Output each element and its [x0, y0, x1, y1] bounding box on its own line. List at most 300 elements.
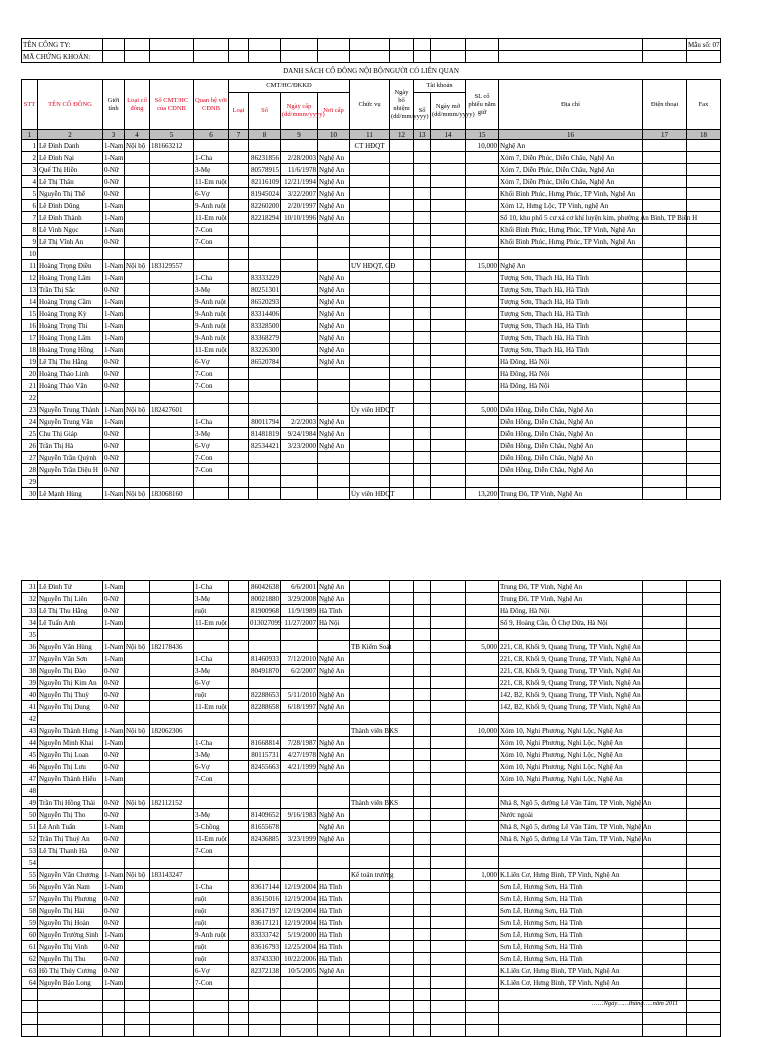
table-cell: 0-Nữ: [103, 953, 125, 965]
table-cell: [150, 332, 194, 344]
table-cell: 36: [22, 641, 38, 653]
table-cell: [431, 176, 466, 188]
table-cell: [281, 476, 318, 488]
table-cell: 32: [22, 593, 38, 605]
table-cell: Nước ngoài: [499, 809, 643, 821]
table-cell: Nguyễn Thị Thu: [38, 953, 103, 965]
table-cell: [390, 188, 414, 200]
table-cell: 1-Nam: [104, 417, 124, 426]
table-cell: 10: [22, 248, 38, 260]
table-cell: [150, 953, 194, 965]
table-cell: Nghệ An: [318, 761, 350, 773]
col-shares: SL cổ phiếu năm giữ: [466, 80, 499, 130]
table-cell: [249, 248, 281, 260]
table-cell: 29: [22, 476, 38, 488]
table-cell: [318, 797, 350, 809]
table-cell: [390, 296, 414, 308]
table-cell: [125, 344, 150, 356]
table-cell: 23: [22, 404, 38, 416]
table-cell: 7-Con: [194, 845, 229, 857]
table-cell: [390, 893, 414, 905]
table-cell: [431, 260, 466, 272]
table-cell: 0-Nữ: [103, 665, 125, 677]
table-cell: [150, 320, 194, 332]
table-row: [22, 869, 721, 881]
table-cell: 48: [22, 785, 38, 797]
table-cell: [249, 797, 281, 809]
table-cell: [38, 857, 103, 869]
table-cell: [229, 308, 249, 320]
table-cell: [318, 488, 350, 500]
table-cell: 33: [22, 605, 38, 617]
table-cell: 9: [22, 236, 38, 248]
table-cell: [150, 893, 194, 905]
table-cell: [125, 248, 150, 260]
table-cell: 1-Cha: [194, 881, 229, 893]
table-cell: Sơn Lễ, Hương Sơn, Hà Tĩnh: [499, 953, 643, 965]
table-cell: [150, 749, 194, 761]
table-cell: [643, 713, 687, 725]
table-cell: [414, 224, 431, 236]
table-cell: [318, 224, 350, 236]
col-relation: Quan hệ với CĐNB: [194, 80, 229, 130]
table-cell: [150, 653, 194, 665]
table-cell: 11-Em ruột: [195, 834, 227, 843]
table-cell: [150, 821, 194, 833]
table-cell: 0-Nữ: [103, 701, 125, 713]
table-cell: [281, 320, 318, 332]
table-cell: Nguyễn Văn Hùng: [38, 641, 103, 653]
table-cell: [414, 416, 431, 428]
table-cell: [125, 452, 150, 464]
table-cell: [103, 713, 125, 725]
table-cell: [414, 797, 431, 809]
table-cell: Xóm 7, Diễn Phúc, Diễn Châu, Nghệ An: [499, 152, 643, 164]
table-cell: Nghệ An: [318, 665, 350, 677]
table-cell: [466, 653, 499, 665]
table-cell: [643, 929, 687, 941]
table-cell: 12/19/2004: [281, 905, 318, 917]
table-cell: [466, 749, 499, 761]
table-cell: 0-Nữ: [103, 164, 125, 176]
table-cell: [229, 152, 249, 164]
table-cell: [390, 284, 414, 296]
table-cell: [103, 248, 125, 260]
table-cell: [687, 773, 721, 785]
table-cell: Xóm 7, Diễn Phúc, Diễn Châu, Nghệ An: [499, 176, 643, 188]
table-cell: [414, 320, 431, 332]
table-cell: [431, 689, 466, 701]
table-cell: [390, 440, 414, 452]
table-cell: [687, 416, 721, 428]
table-cell: [466, 236, 499, 248]
table-cell: [431, 464, 466, 476]
table-cell: Nguyễn Thị Thuỳ: [38, 689, 103, 701]
table-cell: [125, 392, 150, 404]
table-cell: Hà Tĩnh: [318, 953, 350, 965]
table-row: [22, 857, 721, 869]
table-cell: [466, 845, 499, 857]
table-cell: Diễn Hồng, Diễn Châu, Nghệ An: [499, 464, 643, 476]
table-cell: Lê Đình Thành: [38, 212, 103, 224]
table-cell: [229, 809, 249, 821]
table-cell: [466, 200, 499, 212]
table-cell: [466, 941, 499, 953]
table-cell: [249, 392, 281, 404]
table-cell: 1-Nam: [104, 201, 124, 210]
table-cell: 1-Nam: [104, 141, 124, 150]
table-cell: [150, 476, 194, 488]
table-cell: Nội bộ: [125, 404, 150, 416]
table-cell: [150, 881, 194, 893]
table-cell: Hà Đông, Hà Nội: [499, 605, 643, 617]
table-cell: [643, 140, 687, 152]
table-cell: [390, 356, 414, 368]
table-cell: [643, 581, 687, 593]
table-cell: Sơn Lễ, Hương Sơn, Hà Tĩnh: [499, 881, 643, 893]
table-cell: [229, 761, 249, 773]
table-cell: 182062306: [150, 725, 194, 737]
table-cell: [194, 140, 229, 152]
table-cell: 0-Nữ: [103, 917, 125, 929]
column-number: 7: [229, 130, 249, 140]
table-cell: [687, 737, 721, 749]
table-cell: [281, 725, 318, 737]
table-cell: [125, 941, 150, 953]
table-cell: 16: [22, 320, 38, 332]
table-cell: [249, 488, 281, 500]
table-cell: [38, 392, 103, 404]
column-number: 8: [249, 130, 281, 140]
table-cell: [125, 833, 150, 845]
table-cell: [687, 248, 721, 260]
table-cell: 86520784: [249, 356, 281, 368]
table-cell: [281, 260, 318, 272]
table-cell: 7/12/2010: [281, 653, 318, 665]
table-cell: 83615016: [249, 893, 281, 905]
table-cell: Nội bộ: [125, 140, 150, 152]
table-cell: Tượng Sơn, Thạch Hà, Hà Tĩnh: [499, 308, 643, 320]
table-cell: [229, 737, 249, 749]
table-cell: [414, 368, 431, 380]
table-cell: Nội bộ: [125, 725, 150, 737]
col-account-no: Số: [414, 93, 431, 130]
table-cell: [687, 845, 721, 857]
table-cell: Nghệ An: [318, 188, 350, 200]
table-cell: [466, 368, 499, 380]
table-cell: [687, 629, 721, 641]
table-cell: [390, 641, 414, 653]
table-cell: [643, 248, 687, 260]
table-row: [22, 725, 721, 737]
table-cell: [687, 284, 721, 296]
table-cell: [103, 857, 125, 869]
table-cell: [229, 284, 249, 296]
table-cell: [643, 236, 687, 248]
table-cell: [643, 272, 687, 284]
table-cell: [390, 965, 414, 977]
table-cell: Nghệ An: [318, 833, 350, 845]
table-cell: [150, 965, 194, 977]
table-row: [22, 665, 721, 677]
table-cell: [414, 248, 431, 260]
table-cell: [350, 881, 390, 893]
table-cell: ruột: [194, 941, 229, 953]
table-cell: [466, 617, 499, 629]
table-cell: [318, 773, 350, 785]
table-cell: [103, 476, 125, 488]
table-cell: [229, 881, 249, 893]
table-cell: [350, 356, 390, 368]
table-cell: [390, 845, 414, 857]
table-cell: [281, 284, 318, 296]
table-cell: [414, 641, 431, 653]
table-cell: [466, 272, 499, 284]
table-cell: 83617197: [249, 905, 281, 917]
table-cell: Diễn Hồng, Diễn Châu, Nghệ An: [499, 440, 643, 452]
table-cell: [318, 476, 350, 488]
table-cell: Nguyễn Thị Kim An: [38, 677, 103, 689]
table-cell: 0-Nữ: [103, 368, 125, 380]
table-cell: 17: [22, 332, 38, 344]
table-cell: [687, 749, 721, 761]
table-row: [22, 248, 721, 260]
table-cell: [414, 164, 431, 176]
table-cell: [431, 905, 466, 917]
table-cell: [249, 368, 281, 380]
table-cell: [125, 905, 150, 917]
table-cell: [390, 368, 414, 380]
table-cell: [150, 188, 194, 200]
table-row: [22, 284, 721, 296]
table-cell: [281, 296, 318, 308]
table-cell: [125, 416, 150, 428]
table-cell: [249, 773, 281, 785]
table-cell: [150, 356, 194, 368]
table-cell: Nguyễn Minh Khai: [38, 737, 103, 749]
table-cell: [687, 320, 721, 332]
table-cell: [229, 320, 249, 332]
table-cell: [431, 701, 466, 713]
table-cell: 58: [22, 905, 38, 917]
table-cell: [125, 809, 150, 821]
table-cell: [431, 284, 466, 296]
table-cell: [229, 833, 249, 845]
table-cell: [350, 272, 390, 284]
table-cell: [466, 881, 499, 893]
table-row: [22, 368, 721, 380]
table-cell: Nguyễn Trung Thành: [38, 404, 103, 416]
table-row: [22, 965, 721, 977]
table-cell: [687, 260, 721, 272]
table-cell: [431, 392, 466, 404]
table-cell: [414, 380, 431, 392]
table-cell: 37: [22, 653, 38, 665]
table-cell: [466, 296, 499, 308]
table-cell: [390, 332, 414, 344]
table-cell: [125, 212, 150, 224]
table-cell: [466, 677, 499, 689]
table-cell: 18: [22, 344, 38, 356]
table-cell: [281, 404, 318, 416]
table-cell: [125, 953, 150, 965]
table-cell: [390, 761, 414, 773]
table-cell: [431, 749, 466, 761]
table-cell: 6/2/2007: [281, 665, 318, 677]
table-cell: [281, 488, 318, 500]
column-number: 10: [318, 130, 350, 140]
table-cell: [431, 797, 466, 809]
form-number: Mẫu số: 07: [688, 40, 720, 49]
table-cell: Nguyễn Văn Nam: [38, 881, 103, 893]
table-cell: [431, 953, 466, 965]
table-cell: [249, 713, 281, 725]
table-cell: [643, 665, 687, 677]
table-cell: 11/9/1989: [281, 605, 318, 617]
table-cell: [414, 857, 431, 869]
table-cell: [249, 464, 281, 476]
table-cell: 221, C8, Khối 9, Quang Trung, TP Vinh, Nghệ An: [500, 666, 641, 675]
table-cell: Ủy viên HĐQT: [351, 405, 395, 414]
table-cell: Lê Thị Thân: [38, 176, 103, 188]
table-cell: [38, 785, 103, 797]
table-cell: [390, 629, 414, 641]
table-cell: 45: [22, 749, 38, 761]
col-stt: STT: [22, 80, 38, 130]
table-cell: [249, 236, 281, 248]
table-cell: 1-Nam: [104, 738, 124, 747]
table-row: [22, 380, 721, 392]
table-row: [22, 629, 721, 641]
table-cell: Sơn Lễ, Hương Sơn, Hà Tĩnh: [499, 893, 643, 905]
table-cell: [414, 965, 431, 977]
table-cell: [414, 464, 431, 476]
table-cell: 182112152: [150, 797, 194, 809]
table-cell: [466, 701, 499, 713]
table-cell: 1-Nam: [104, 642, 124, 651]
table-cell: [150, 164, 194, 176]
table-cell: 1-Nam: [104, 978, 124, 987]
table-cell: [414, 617, 431, 629]
table-cell: [350, 893, 390, 905]
table-cell: [229, 260, 249, 272]
table-cell: [38, 248, 103, 260]
table-cell: 10,000: [466, 725, 499, 737]
table-cell: 82288658: [249, 701, 281, 713]
table-cell: 25: [22, 428, 38, 440]
table-cell: 1-Nam: [104, 321, 124, 330]
table-cell: 13: [22, 284, 38, 296]
table-cell: [687, 380, 721, 392]
table-cell: [414, 689, 431, 701]
table-cell: Lê Đình Tứ: [38, 581, 103, 593]
table-cell: [687, 785, 721, 797]
table-cell: [125, 677, 150, 689]
table-cell: 60: [22, 929, 38, 941]
table-cell: 0-Nữ: [103, 188, 125, 200]
table-cell: [150, 212, 194, 224]
table-cell: [687, 917, 721, 929]
table-cell: [249, 224, 281, 236]
table-cell: [466, 320, 499, 332]
table-cell: Nghệ An: [318, 965, 350, 977]
table-cell: 52: [22, 833, 38, 845]
table-cell: 6-Vợ: [194, 677, 229, 689]
table-cell: [150, 224, 194, 236]
table-cell: [687, 665, 721, 677]
table-cell: 1-Nam: [104, 582, 124, 591]
table-cell: 6-Vợ: [194, 440, 229, 452]
table-cell: [281, 356, 318, 368]
table-cell: [229, 164, 249, 176]
table-cell: [687, 176, 721, 188]
table-cell: Diễn Hồng, Diễn Châu, Nghệ An: [499, 416, 643, 428]
table-cell: 9/16/1983: [281, 809, 318, 821]
table-cell: [194, 488, 229, 500]
table-cell: Nghệ An: [318, 212, 350, 224]
table-cell: [281, 248, 318, 260]
table-cell: [687, 236, 721, 248]
table-cell: 1: [22, 140, 38, 152]
table-cell: [229, 917, 249, 929]
table-cell: [229, 404, 249, 416]
table-cell: K.Liên Cơ, Hưng Bình, TP Vinh, Nghệ An: [499, 977, 643, 989]
table-cell: 12/25/2004: [281, 941, 318, 953]
table-cell: 80491870: [249, 665, 281, 677]
table-row: [22, 416, 721, 428]
table-cell: Nghệ An: [318, 152, 350, 164]
table-cell: 6-Vợ: [194, 965, 229, 977]
table-cell: [318, 260, 350, 272]
table-cell: [150, 713, 194, 725]
table-cell: [687, 809, 721, 821]
table-cell: [466, 821, 499, 833]
table-cell: [466, 797, 499, 809]
table-cell: [229, 665, 249, 677]
table-cell: [318, 368, 350, 380]
table-row: [22, 404, 721, 416]
col-cmt-cdnb: Số CMT/HC của CĐNB: [150, 80, 194, 130]
table-cell: [414, 881, 431, 893]
table-cell: 0-Nữ: [103, 593, 125, 605]
table-cell: [350, 284, 390, 296]
table-cell: [229, 440, 249, 452]
table-cell: [350, 452, 390, 464]
table-cell: Lê Mạnh Hùng: [38, 488, 103, 500]
table-cell: [687, 224, 721, 236]
table-cell: [414, 581, 431, 593]
table-cell: [281, 977, 318, 989]
table-cell: [350, 941, 390, 953]
table-cell: Số 9, Hoàng Cầu, Ô Chợ Dừa, Hà Nội: [499, 617, 643, 629]
table-cell: [390, 929, 414, 941]
table-cell: [466, 392, 499, 404]
table-cell: [687, 953, 721, 965]
table-cell: Nghệ An: [318, 581, 350, 593]
table-cell: 10/10/1996: [281, 212, 318, 224]
table-cell: 83368279: [249, 332, 281, 344]
table-cell: [687, 701, 721, 713]
table-cell: 3/29/2008: [281, 593, 318, 605]
table-row: [22, 344, 721, 356]
table-cell: [466, 224, 499, 236]
table-cell: Ủy viên HĐQT: [351, 489, 395, 498]
table-cell: Thành viên BKS: [351, 798, 399, 807]
table-cell: 27: [22, 452, 38, 464]
table-cell: [350, 176, 390, 188]
table-cell: [431, 929, 466, 941]
table-cell: 1-Nam: [104, 930, 124, 939]
